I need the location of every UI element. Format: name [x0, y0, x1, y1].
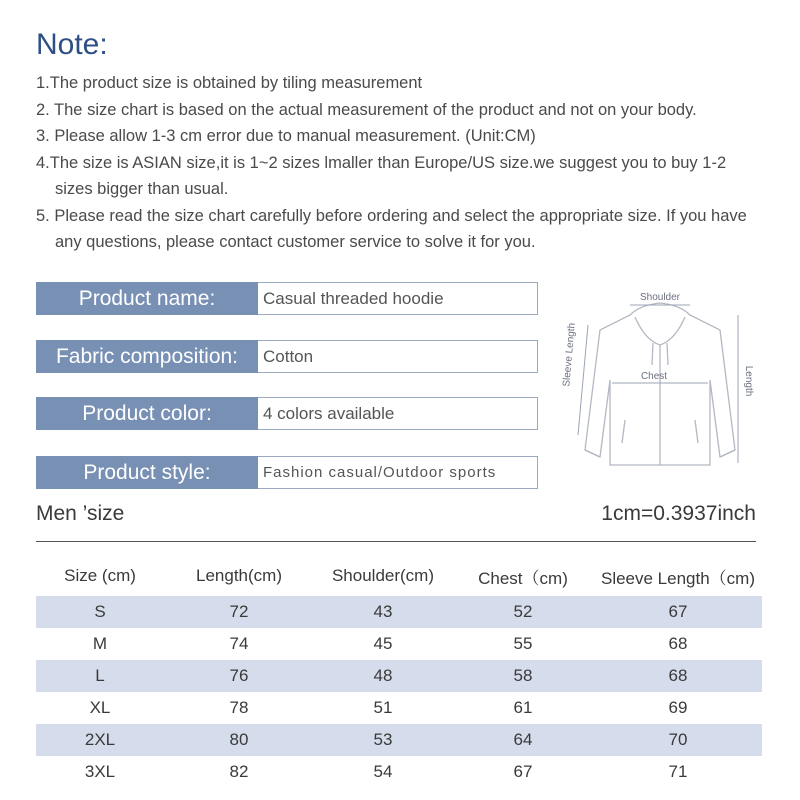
cell-sleeve: 67 — [594, 596, 762, 628]
fabric-row — [36, 340, 538, 373]
cell-shoulder: 54 — [373, 762, 393, 781]
cell-size: L — [36, 660, 164, 692]
note-line-3: 3. Please allow 1-3 cm error due to manual measurement. (Unit:CM) — [36, 127, 536, 145]
cell-shoulder: 48 — [314, 660, 452, 692]
cell-chest: 58 — [452, 660, 594, 692]
cell-length: 74 — [229, 634, 249, 653]
cell-shoulder: 51 — [373, 698, 393, 717]
note-line-1: 1.The product size is obtained by tiling measurement — [36, 74, 423, 92]
cell-length: 80 — [164, 724, 314, 756]
fabric-value: Cotton — [258, 340, 538, 373]
style-row — [36, 456, 538, 489]
cell-shoulder: 43 — [314, 596, 452, 628]
note-title: Note: — [36, 28, 108, 61]
cell-chest: 61 — [513, 698, 533, 717]
product-name-label: Product name: — [36, 282, 258, 315]
cell-chest: 64 — [452, 724, 594, 756]
cell-size: XL — [89, 698, 111, 717]
cell-chest: 55 — [513, 634, 533, 653]
note-line-5-cont: any questions, please contact customer service to solve it for you. — [55, 233, 536, 251]
color-row — [36, 397, 538, 430]
table-row — [36, 596, 762, 628]
cell-length: 78 — [229, 698, 249, 717]
cell-shoulder: 53 — [314, 724, 452, 756]
cell-length: 76 — [164, 660, 314, 692]
header-size: Size (cm) — [64, 566, 136, 585]
size-table — [36, 556, 762, 788]
table-row — [36, 660, 762, 692]
note-line-4-cont: sizes bigger than usual. — [55, 180, 229, 198]
cell-sleeve: 71 — [668, 762, 688, 781]
color-value: 4 colors available — [258, 397, 538, 430]
cell-sleeve: 69 — [668, 698, 688, 717]
men-size-title: Men ’size — [36, 502, 125, 525]
product-name-row — [36, 282, 538, 315]
divider — [36, 541, 756, 542]
header-length: Length(cm) — [196, 566, 282, 585]
product-name-value: Casual threaded hoodie — [258, 282, 538, 315]
cell-size: 3XL — [84, 762, 116, 781]
cell-shoulder: 45 — [373, 634, 393, 653]
cell-sleeve: 70 — [594, 724, 762, 756]
table-row — [36, 756, 762, 788]
notes-list — [36, 70, 786, 256]
cell-size: 2XL — [36, 724, 164, 756]
cell-chest: 52 — [452, 596, 594, 628]
header-shoulder: Shoulder(cm) — [331, 566, 435, 585]
cell-size: M — [92, 634, 108, 653]
cell-chest: 67 — [513, 762, 533, 781]
chest-label: Chest — [640, 371, 668, 382]
cell-size: S — [36, 596, 164, 628]
color-label: Product color: — [36, 397, 258, 430]
hoodie-diagram — [560, 285, 760, 475]
fabric-label: Fabric composition: — [36, 340, 258, 373]
table-header-row — [36, 556, 762, 596]
note-line-2: 2. The size chart is based on the actual measurement of the product and not on your body. — [36, 100, 697, 119]
cell-sleeve: 68 — [594, 660, 762, 692]
cell-length: 72 — [164, 596, 314, 628]
style-label: Product style: — [36, 456, 258, 489]
table-row — [36, 724, 762, 756]
header-sleeve: Sleeve Length（cm) — [600, 568, 756, 588]
table-row — [36, 628, 762, 660]
table-row — [36, 692, 762, 724]
cell-sleeve: 68 — [668, 634, 688, 653]
shoulder-label: Shoulder — [639, 292, 681, 303]
header-chest: Chest（cm) — [478, 568, 568, 588]
style-value: Fashion casual/Outdoor sports — [258, 456, 538, 489]
length-label: Length — [743, 365, 754, 397]
sleeve-label: Sleeve Length — [561, 322, 578, 388]
note-line-5: 5. Please read the size chart carefully before ordering and select the appropriate size. If you have — [36, 206, 747, 225]
cell-length: 82 — [229, 762, 249, 781]
unit-conversion: 1cm=0.3937inch — [601, 502, 756, 525]
note-line-4: 4.The size is ASIAN size,it is 1~2 sizes lmaller than Europe/US size.we suggest you to buy 1-2 — [36, 153, 727, 172]
